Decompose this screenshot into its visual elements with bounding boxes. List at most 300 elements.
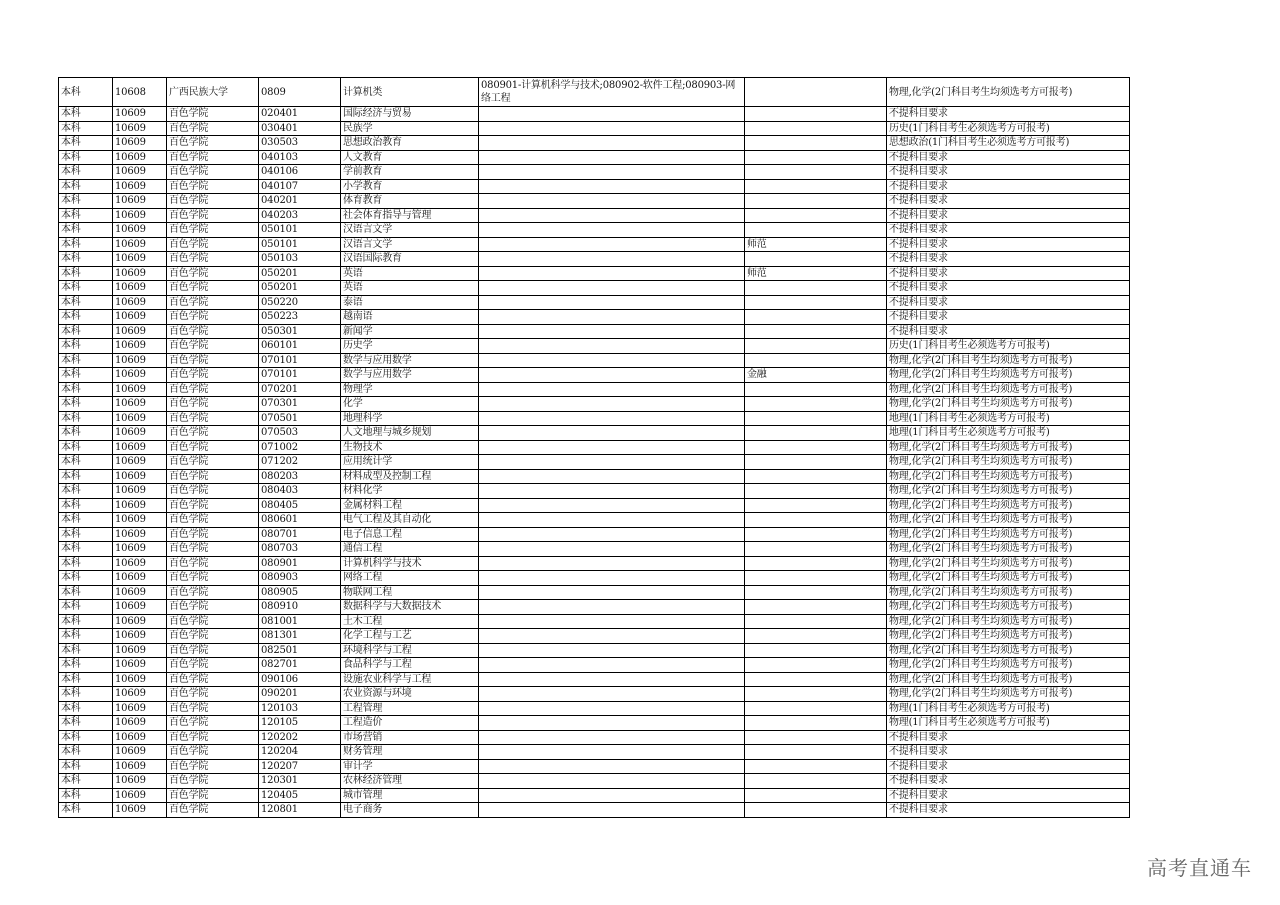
school-name-cell: 百色学院 xyxy=(167,440,259,455)
subject-requirement-cell: 物理,化学(2门科目考生均须选考方可报考) xyxy=(887,542,1130,557)
school-name-cell: 百色学院 xyxy=(167,324,259,339)
included-majors-cell xyxy=(479,353,745,368)
level-cell: 本科 xyxy=(59,121,113,136)
table-row xyxy=(59,484,1130,499)
school-code-cell: 10609 xyxy=(113,194,167,209)
major-code-cell: 040203 xyxy=(259,208,341,223)
level-cell: 本科 xyxy=(59,513,113,528)
major-code-cell: 050103 xyxy=(259,252,341,267)
note-cell xyxy=(745,513,887,528)
level-cell: 本科 xyxy=(59,484,113,499)
included-majors-cell xyxy=(479,136,745,151)
major-code-cell: 070201 xyxy=(259,382,341,397)
major-name-cell: 计算机类 xyxy=(341,78,479,107)
school-name-cell: 百色学院 xyxy=(167,774,259,789)
subject-requirement-cell: 不提科目要求 xyxy=(887,266,1130,281)
major-name-cell: 思想政治教育 xyxy=(341,136,479,151)
included-majors-cell xyxy=(479,556,745,571)
table-row xyxy=(59,194,1130,209)
subject-requirement-cell: 不提科目要求 xyxy=(887,310,1130,325)
included-majors-cell xyxy=(479,643,745,658)
included-majors-cell xyxy=(479,295,745,310)
table-row xyxy=(59,542,1130,557)
level-cell: 本科 xyxy=(59,672,113,687)
major-name-cell: 网络工程 xyxy=(341,571,479,586)
level-cell: 本科 xyxy=(59,324,113,339)
major-code-cell: 080905 xyxy=(259,585,341,600)
school-code-cell: 10609 xyxy=(113,730,167,745)
school-name-cell: 百色学院 xyxy=(167,643,259,658)
school-code-cell: 10609 xyxy=(113,136,167,151)
subject-requirement-cell: 不提科目要求 xyxy=(887,295,1130,310)
subject-requirement-cell: 物理,化学(2门科目考生均须选考方可报考) xyxy=(887,556,1130,571)
table-row xyxy=(59,527,1130,542)
school-name-cell: 百色学院 xyxy=(167,107,259,122)
subject-requirement-cell: 不提科目要求 xyxy=(887,223,1130,238)
major-code-cell: 090106 xyxy=(259,672,341,687)
school-name-cell: 百色学院 xyxy=(167,614,259,629)
table-row xyxy=(59,716,1130,731)
table-row xyxy=(59,440,1130,455)
subject-requirement-cell: 物理,化学(2门科目考生均须选考方可报考) xyxy=(887,78,1130,107)
major-name-cell: 农业资源与环境 xyxy=(341,687,479,702)
included-majors-cell xyxy=(479,803,745,818)
subject-requirement-cell: 不提科目要求 xyxy=(887,252,1130,267)
major-code-cell: 120801 xyxy=(259,803,341,818)
subject-requirement-cell: 历史(1门科目考生必须选考方可报考) xyxy=(887,121,1130,136)
school-code-cell: 10609 xyxy=(113,310,167,325)
major-code-cell: 0809 xyxy=(259,78,341,107)
major-name-cell: 化学 xyxy=(341,397,479,412)
major-name-cell: 材料成型及控制工程 xyxy=(341,469,479,484)
subject-requirement-cell: 物理,化学(2门科目考生均须选考方可报考) xyxy=(887,658,1130,673)
major-code-cell: 070101 xyxy=(259,353,341,368)
table-row xyxy=(59,687,1130,702)
table-row xyxy=(59,136,1130,151)
table-row xyxy=(59,701,1130,716)
school-name-cell: 百色学院 xyxy=(167,252,259,267)
major-code-cell: 050201 xyxy=(259,266,341,281)
note-cell xyxy=(745,121,887,136)
school-code-cell: 10609 xyxy=(113,411,167,426)
school-name-cell: 百色学院 xyxy=(167,730,259,745)
school-name-cell: 百色学院 xyxy=(167,498,259,513)
school-name-cell: 百色学院 xyxy=(167,556,259,571)
subject-requirement-cell: 不提科目要求 xyxy=(887,730,1130,745)
table-row xyxy=(59,745,1130,760)
table-row xyxy=(59,353,1130,368)
school-code-cell: 10609 xyxy=(113,716,167,731)
note-cell xyxy=(745,208,887,223)
level-cell: 本科 xyxy=(59,310,113,325)
school-name-cell: 百色学院 xyxy=(167,687,259,702)
major-code-cell: 120202 xyxy=(259,730,341,745)
table-row xyxy=(59,513,1130,528)
included-majors-cell xyxy=(479,368,745,383)
school-code-cell: 10609 xyxy=(113,455,167,470)
included-majors-cell xyxy=(479,571,745,586)
note-cell xyxy=(745,150,887,165)
school-name-cell: 百色学院 xyxy=(167,150,259,165)
level-cell: 本科 xyxy=(59,716,113,731)
major-code-cell: 080405 xyxy=(259,498,341,513)
included-majors-cell xyxy=(479,426,745,441)
level-cell: 本科 xyxy=(59,556,113,571)
subject-requirement-cell: 物理,化学(2门科目考生均须选考方可报考) xyxy=(887,397,1130,412)
school-name-cell: 百色学院 xyxy=(167,585,259,600)
note-cell xyxy=(745,179,887,194)
note-cell xyxy=(745,687,887,702)
included-majors-cell xyxy=(479,208,745,223)
school-name-cell: 百色学院 xyxy=(167,542,259,557)
included-majors-cell xyxy=(479,542,745,557)
note-cell xyxy=(745,571,887,586)
major-code-cell: 050220 xyxy=(259,295,341,310)
note-cell xyxy=(745,310,887,325)
table-row xyxy=(59,556,1130,571)
major-code-cell: 050301 xyxy=(259,324,341,339)
table-row xyxy=(59,281,1130,296)
subject-requirement-cell: 地理(1门科目考生必须选考方可报考) xyxy=(887,426,1130,441)
included-majors-cell xyxy=(479,310,745,325)
note-cell xyxy=(745,194,887,209)
major-code-cell: 120105 xyxy=(259,716,341,731)
school-name-cell: 百色学院 xyxy=(167,194,259,209)
level-cell: 本科 xyxy=(59,426,113,441)
level-cell: 本科 xyxy=(59,730,113,745)
level-cell: 本科 xyxy=(59,803,113,818)
included-majors-cell xyxy=(479,223,745,238)
school-code-cell: 10609 xyxy=(113,237,167,252)
major-code-cell: 120301 xyxy=(259,774,341,789)
included-majors-cell xyxy=(479,600,745,615)
subject-requirement-cell: 不提科目要求 xyxy=(887,281,1130,296)
school-name-cell: 百色学院 xyxy=(167,237,259,252)
school-code-cell: 10609 xyxy=(113,774,167,789)
school-code-cell: 10609 xyxy=(113,629,167,644)
included-majors-cell xyxy=(479,194,745,209)
level-cell: 本科 xyxy=(59,252,113,267)
included-majors-cell xyxy=(479,614,745,629)
school-code-cell: 10609 xyxy=(113,397,167,412)
level-cell: 本科 xyxy=(59,223,113,238)
major-name-cell: 小学教育 xyxy=(341,179,479,194)
table-body xyxy=(59,78,1130,818)
school-code-cell: 10609 xyxy=(113,542,167,557)
subject-requirement-cell: 不提科目要求 xyxy=(887,759,1130,774)
included-majors-cell xyxy=(479,701,745,716)
included-majors-cell xyxy=(479,455,745,470)
major-name-cell: 体育教育 xyxy=(341,194,479,209)
level-cell: 本科 xyxy=(59,165,113,180)
school-name-cell: 百色学院 xyxy=(167,513,259,528)
major-name-cell: 计算机科学与技术 xyxy=(341,556,479,571)
subject-requirement-cell: 不提科目要求 xyxy=(887,237,1130,252)
major-code-cell: 080901 xyxy=(259,556,341,571)
subject-requirement-cell: 不提科目要求 xyxy=(887,324,1130,339)
note-cell xyxy=(745,730,887,745)
school-name-cell: 百色学院 xyxy=(167,759,259,774)
school-name-cell: 百色学院 xyxy=(167,339,259,354)
school-name-cell: 百色学院 xyxy=(167,658,259,673)
note-cell xyxy=(745,78,887,107)
level-cell: 本科 xyxy=(59,687,113,702)
subject-requirement-cell: 物理,化学(2门科目考生均须选考方可报考) xyxy=(887,672,1130,687)
major-name-cell: 审计学 xyxy=(341,759,479,774)
level-cell: 本科 xyxy=(59,295,113,310)
subject-requirement-cell: 物理,化学(2门科目考生均须选考方可报考) xyxy=(887,469,1130,484)
note-cell xyxy=(745,585,887,600)
major-name-cell: 物联网工程 xyxy=(341,585,479,600)
school-code-cell: 10609 xyxy=(113,165,167,180)
school-code-cell: 10609 xyxy=(113,382,167,397)
level-cell: 本科 xyxy=(59,339,113,354)
table-row xyxy=(59,397,1130,412)
major-name-cell: 民族学 xyxy=(341,121,479,136)
table-row xyxy=(59,411,1130,426)
major-name-cell: 汉语国际教育 xyxy=(341,252,479,267)
table-row xyxy=(59,179,1130,194)
major-name-cell: 食品科学与工程 xyxy=(341,658,479,673)
major-code-cell: 070101 xyxy=(259,368,341,383)
note-cell xyxy=(745,643,887,658)
school-name-cell: 百色学院 xyxy=(167,803,259,818)
included-majors-cell xyxy=(479,585,745,600)
table-row xyxy=(59,614,1130,629)
major-code-cell: 082701 xyxy=(259,658,341,673)
school-code-cell: 10609 xyxy=(113,643,167,658)
major-name-cell: 通信工程 xyxy=(341,542,479,557)
level-cell: 本科 xyxy=(59,107,113,122)
subject-requirement-cell: 不提科目要求 xyxy=(887,803,1130,818)
major-name-cell: 汉语言文学 xyxy=(341,237,479,252)
level-cell: 本科 xyxy=(59,208,113,223)
included-majors-cell xyxy=(479,629,745,644)
subject-requirement-cell: 不提科目要求 xyxy=(887,745,1130,760)
major-name-cell: 材料化学 xyxy=(341,484,479,499)
major-code-cell: 090201 xyxy=(259,687,341,702)
included-majors-cell xyxy=(479,658,745,673)
note-cell xyxy=(745,136,887,151)
note-cell xyxy=(745,759,887,774)
major-code-cell: 030401 xyxy=(259,121,341,136)
major-code-cell: 080910 xyxy=(259,600,341,615)
included-majors-cell xyxy=(479,716,745,731)
school-name-cell: 百色学院 xyxy=(167,527,259,542)
table-row xyxy=(59,368,1130,383)
school-code-cell: 10609 xyxy=(113,469,167,484)
level-cell: 本科 xyxy=(59,658,113,673)
table-row xyxy=(59,585,1130,600)
major-code-cell: 120405 xyxy=(259,788,341,803)
subject-requirement-cell: 不提科目要求 xyxy=(887,208,1130,223)
school-name-cell: 广西民族大学 xyxy=(167,78,259,107)
table-row xyxy=(59,774,1130,789)
subject-requirement-cell: 物理(1门科目考生必须选考方可报考) xyxy=(887,701,1130,716)
subject-requirement-cell: 物理,化学(2门科目考生均须选考方可报考) xyxy=(887,455,1130,470)
major-name-cell: 数学与应用数学 xyxy=(341,353,479,368)
table-row xyxy=(59,455,1130,470)
subject-requirement-cell: 历史(1门科目考生必须选考方可报考) xyxy=(887,339,1130,354)
note-cell xyxy=(745,397,887,412)
included-majors-cell xyxy=(479,324,745,339)
school-code-cell: 10609 xyxy=(113,208,167,223)
major-name-cell: 国际经济与贸易 xyxy=(341,107,479,122)
major-name-cell: 电气工程及其自动化 xyxy=(341,513,479,528)
level-cell: 本科 xyxy=(59,382,113,397)
major-name-cell: 工程管理 xyxy=(341,701,479,716)
school-name-cell: 百色学院 xyxy=(167,281,259,296)
table-row xyxy=(59,600,1130,615)
school-name-cell: 百色学院 xyxy=(167,368,259,383)
major-name-cell: 土木工程 xyxy=(341,614,479,629)
note-cell xyxy=(745,382,887,397)
school-code-cell: 10609 xyxy=(113,745,167,760)
major-code-cell: 071202 xyxy=(259,455,341,470)
school-code-cell: 10609 xyxy=(113,571,167,586)
school-name-cell: 百色学院 xyxy=(167,353,259,368)
subject-requirement-cell: 物理,化学(2门科目考生均须选考方可报考) xyxy=(887,585,1130,600)
level-cell: 本科 xyxy=(59,585,113,600)
table-row xyxy=(59,223,1130,238)
school-name-cell: 百色学院 xyxy=(167,121,259,136)
note-cell xyxy=(745,484,887,499)
note-cell xyxy=(745,295,887,310)
table-row xyxy=(59,252,1130,267)
major-code-cell: 040106 xyxy=(259,165,341,180)
school-name-cell: 百色学院 xyxy=(167,571,259,586)
subject-requirement-cell: 物理,化学(2门科目考生均须选考方可报考) xyxy=(887,498,1130,513)
level-cell: 本科 xyxy=(59,542,113,557)
major-name-cell: 数据科学与大数据技术 xyxy=(341,600,479,615)
table-row xyxy=(59,121,1130,136)
school-code-cell: 10609 xyxy=(113,484,167,499)
included-majors-cell xyxy=(479,759,745,774)
included-majors-cell: 080901-计算机科学与技术;080902-软件工程;080903-网络工程 xyxy=(479,78,745,107)
major-name-cell: 应用统计学 xyxy=(341,455,479,470)
table-row xyxy=(59,498,1130,513)
major-name-cell: 汉语言文学 xyxy=(341,223,479,238)
note-cell xyxy=(745,324,887,339)
major-code-cell: 080203 xyxy=(259,469,341,484)
school-name-cell: 百色学院 xyxy=(167,484,259,499)
subject-requirement-cell: 物理,化学(2门科目考生均须选考方可报考) xyxy=(887,571,1130,586)
table-row xyxy=(59,629,1130,644)
note-cell xyxy=(745,455,887,470)
major-code-cell: 050101 xyxy=(259,223,341,238)
subject-requirement-cell: 地理(1门科目考生必须选考方可报考) xyxy=(887,411,1130,426)
major-name-cell: 市场营销 xyxy=(341,730,479,745)
level-cell: 本科 xyxy=(59,455,113,470)
table-row xyxy=(59,469,1130,484)
included-majors-cell xyxy=(479,730,745,745)
major-code-cell: 060101 xyxy=(259,339,341,354)
school-code-cell: 10608 xyxy=(113,78,167,107)
level-cell: 本科 xyxy=(59,745,113,760)
school-name-cell: 百色学院 xyxy=(167,672,259,687)
subject-requirement-cell: 物理,化学(2门科目考生均须选考方可报考) xyxy=(887,513,1130,528)
subject-requirement-cell: 物理,化学(2门科目考生均须选考方可报考) xyxy=(887,614,1130,629)
subject-requirement-cell: 不提科目要求 xyxy=(887,107,1130,122)
major-name-cell: 电子信息工程 xyxy=(341,527,479,542)
note-cell xyxy=(745,353,887,368)
note-cell xyxy=(745,223,887,238)
school-code-cell: 10609 xyxy=(113,788,167,803)
included-majors-cell xyxy=(479,397,745,412)
level-cell: 本科 xyxy=(59,629,113,644)
included-majors-cell xyxy=(479,672,745,687)
included-majors-cell xyxy=(479,121,745,136)
school-name-cell: 百色学院 xyxy=(167,426,259,441)
major-name-cell: 社会体育指导与管理 xyxy=(341,208,479,223)
note-cell: 师范 xyxy=(745,237,887,252)
enrollment-requirements-table xyxy=(58,77,1130,818)
major-name-cell: 城市管理 xyxy=(341,788,479,803)
included-majors-cell xyxy=(479,469,745,484)
major-code-cell: 120204 xyxy=(259,745,341,760)
note-cell xyxy=(745,339,887,354)
subject-requirement-cell: 物理,化学(2门科目考生均须选考方可报考) xyxy=(887,600,1130,615)
included-majors-cell xyxy=(479,339,745,354)
school-code-cell: 10609 xyxy=(113,527,167,542)
major-code-cell: 020401 xyxy=(259,107,341,122)
note-cell xyxy=(745,527,887,542)
major-code-cell: 050101 xyxy=(259,237,341,252)
school-name-cell: 百色学院 xyxy=(167,382,259,397)
table-row xyxy=(59,643,1130,658)
table-row xyxy=(59,339,1130,354)
school-code-cell: 10609 xyxy=(113,368,167,383)
subject-requirement-cell: 不提科目要求 xyxy=(887,194,1130,209)
major-code-cell: 040107 xyxy=(259,179,341,194)
school-code-cell: 10609 xyxy=(113,281,167,296)
table-row xyxy=(59,571,1130,586)
major-name-cell: 地理科学 xyxy=(341,411,479,426)
school-code-cell: 10609 xyxy=(113,121,167,136)
note-cell xyxy=(745,614,887,629)
school-code-cell: 10609 xyxy=(113,759,167,774)
note-cell xyxy=(745,629,887,644)
note-cell xyxy=(745,252,887,267)
table-row xyxy=(59,803,1130,818)
major-name-cell: 环境科学与工程 xyxy=(341,643,479,658)
major-code-cell: 070503 xyxy=(259,426,341,441)
major-code-cell: 080601 xyxy=(259,513,341,528)
level-cell: 本科 xyxy=(59,701,113,716)
school-code-cell: 10609 xyxy=(113,324,167,339)
major-code-cell: 120103 xyxy=(259,701,341,716)
included-majors-cell xyxy=(479,788,745,803)
school-code-cell: 10609 xyxy=(113,252,167,267)
major-name-cell: 农林经济管理 xyxy=(341,774,479,789)
table-row xyxy=(59,208,1130,223)
level-cell: 本科 xyxy=(59,571,113,586)
school-code-cell: 10609 xyxy=(113,556,167,571)
included-majors-cell xyxy=(479,411,745,426)
school-code-cell: 10609 xyxy=(113,658,167,673)
subject-requirement-cell: 物理,化学(2门科目考生均须选考方可报考) xyxy=(887,687,1130,702)
note-cell xyxy=(745,803,887,818)
note-cell xyxy=(745,426,887,441)
subject-requirement-cell: 不提科目要求 xyxy=(887,788,1130,803)
note-cell xyxy=(745,165,887,180)
note-cell: 师范 xyxy=(745,266,887,281)
included-majors-cell xyxy=(479,527,745,542)
school-name-cell: 百色学院 xyxy=(167,701,259,716)
major-name-cell: 工程造价 xyxy=(341,716,479,731)
major-name-cell: 生物技术 xyxy=(341,440,479,455)
school-code-cell: 10609 xyxy=(113,426,167,441)
